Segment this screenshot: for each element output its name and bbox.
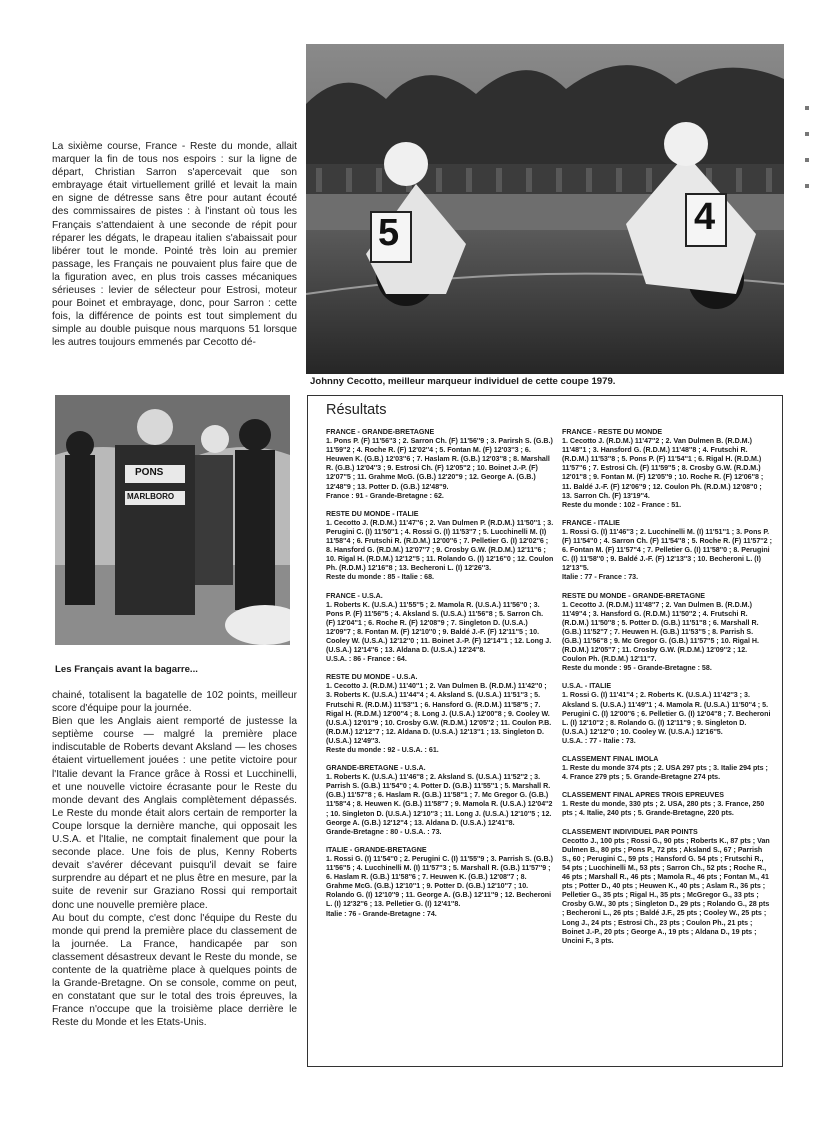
result-body: 1. Roberts K. (U.S.A.) 11'55''5 ; 2. Mamola R. (U.S.A.) 11'56''0 ; 3. Pons P. (F) 11'56''5 ; 4. Aksland S. (U.S.A.) 11'56''8 ; 5. Sarron Ch. (F) 12'04''1 ; 6. Roche R. (F) 12'08''9 ; 7. Singleton D. (U.S.A.) 12'09''7 ; 8. Fontan M. (F) 12'10''0 ; 9. Baldé J.-F. (F) 12'11''5 ; 10. Cooley W. (U.S.A.) 12'12''0 ; 11. Boinet J.-P. (F) 12'14''1 ; 12. Long J. (U.S.A.) 12'14''6 ; 13. Aldana D. (U.S.A.) 12'24''8. — [326, 600, 552, 655]
result-score: U.S.A. : 77 - Italie : 73. — [562, 736, 636, 745]
race-photo — [306, 44, 784, 374]
team-photo — [55, 395, 290, 645]
result-block — [326, 592, 554, 665]
edge-mark — [805, 184, 809, 188]
result-score: U.S.A. : 86 - France : 64. — [326, 655, 407, 664]
result-body: 1. Reste du monde, 330 pts ; 2. USA, 280 pts ; 3. France, 250 pts ; 4. Italie, 240 pts ; 5. Grande-Bretagne, 220 pts. — [562, 800, 765, 818]
result-block — [562, 828, 772, 946]
results-title: Résultats — [326, 402, 387, 418]
results-box — [307, 395, 783, 1067]
jacket-text: MARLBORO — [127, 492, 175, 501]
result-block — [562, 519, 772, 583]
result-body: 1. Rossi G. (I) 11'46''3 ; 2. Lucchinelli M. (I) 11'51''1 ; 3. Pons P. (F) 11'54''0 ; 4. Sarron Ch. (F) 11'54''8 ; 5. Roche R. (F) 11'57''2 ; 6. Fontan M. (F) 11'57''4 ; 7. Pelletier G. (I) 11'58''0 ; 8. Perugini C. (I) 11'58''0 ; 9. Baldé J.-F. (F) 12'13''3 ; 10. Becheroni L. (I) 12'13''5. — [562, 527, 772, 573]
result-body: 1. Rossi G. (I) 11'41''4 ; 2. Roberts K. (U.S.A.) 11'42''3 ; 3. Aksland S. (U.S.A.) 11'49''1 ; 4. Mamola R. (U.S.A.) 11'50''4 ; 5. Perugini C. (I) 12'00''6 ; 6. Pelletier G. (I) 12'04''8 ; 7. Becheroni L. (I) 12'10''2 ; 8. Rolando G. (I) 12'11''9 ; 9. Singleton D. (U.S.A.) 12'12''0 ; 10. Cooley W. (U.S.A.) 12'16''5. — [562, 691, 771, 736]
edge-mark — [805, 106, 809, 110]
result-block — [326, 846, 554, 919]
result-heading: FRANCE - GRANDE-BRETAGNE — [326, 428, 435, 436]
article-paragraph: Bien que les Anglais aient remporté de justesse la septième course — malgré la première place indiscutable de Roberts devant Aksland — les choses étaient virtuellement jouées : une petite victoire pour l'Italie devant la France grâce à Rossi et Lucchinelli, et une nouvelle victoire écrasante pour le Reste du monde devant des Anglais complètement dépassés. Le Reste du monde était alors certain de remporter la Coupe lorsque la dernière manche, qui opposait les U.S.A. et l'Italie, ne comptait finalement que pour la seconde place. Une fois de plus, Kenny Roberts devait s'avérer décevant puisqu'il devait se faire surprendre au départ et ne plus être en mesure, par la suite de revenir sur Graziano Rossi qui remportait donc une nouvelle première place. — [52, 716, 297, 911]
result-heading: FRANCE - ITALIE — [562, 518, 620, 527]
result-body: 1. Cecotto J. (R.D.M.) 11'48''7 ; 2. Van Dulmen B. (R.D.M.) 11'49''4 ; 3. Hansford G. (R.D.M.) 11'50''2 ; 4. Frutschi R. (R.D.M.) 11'50''8 ; 5. Potter D. (G.B.) 11'51''8 ; 6. Marshall R. (G.B.) 11'52''7 ; 7. Heuwen H. (G.B.) 11'53''5 ; 8. Parrish S. (G.B.) 11'56''8 ; 9. Mc Gregor G. (G.B.) 11'57''5 ; 10. Rigal H. (R.D.M.) 12'05''7 ; 11. Crosby G.W. (R.D.M.) 12'09''2 ; 12. Coulon Ph. (R.D.M.) 12'11''7. — [562, 600, 759, 664]
article-top-text — [52, 140, 297, 350]
result-block — [326, 428, 554, 501]
result-score: Grande-Bretagne : 80 - U.S.A. : 73. — [326, 827, 442, 836]
result-block — [562, 592, 772, 674]
result-heading: ITALIE - GRANDE-BRETAGNE — [326, 845, 427, 854]
result-score: France : 91 - Grande-Bretagne : 62. — [326, 491, 444, 500]
result-block — [562, 791, 772, 818]
result-body: Cecotto J., 100 pts ; Rossi G., 90 pts ; Roberts K., 87 pts ; Van Dulmen B., 80 pts ; Pons P., 72 pts ; Aksland S., 67 ; Parrish S., 60 ; Perugini C., 59 pts ; Hansford G. 54 pts ; Frutschi R., 54 pts ; Lucchinelli M., 53 pts ; Sarron Ch., 52 pts ; Roche R., 46 pts ; Marshall R., 46 pts ; Mamola R., 46 pts ; Fontan M., 41 pts ; Potter D., 40 pts ; Heuwen K., 40 pts ; Aslam R., 36 pts ; Pelletier G., 35 pts ; Rigal H., 35 pts ; McGregor G., 33 pts ; Crosby G.W., 30 pts ; Singleton D., 29 pts ; Rolando G., 28 pts ; Becheroni L., 26 pts ; Baldé J.F., 25 pts ; Cooley W., 25 pts ; Long J., 24 pts ; Estrosi Ch., 23 pts ; Coulon Ph., 21 pts ; Boinet J.-P., 20 pts ; George A., 19 pts ; Aldana D., 19 pts ; Uncini F., 3 pts. — [562, 836, 770, 945]
page-edge-marks — [805, 100, 811, 210]
result-block — [326, 510, 554, 583]
result-heading: RESTE DU MONDE - GRANDE-BRETAGNE — [562, 591, 705, 600]
result-block — [562, 428, 772, 510]
result-body: 1. Cecotto J. (R.D.M.) 11'40''1 ; 2. Van Dulmen B. (R.D.M.) 11'42''0 ; 3. Roberts K. (U.S.A.) 11'44''4 ; 4. Aksland S. (U.S.A.) 11'51''3 ; 5. Frutschi R. (R.D.M.) 11'53''1 ; 6. Hansford G. (R.D.M.) 11'58''5 ; 7. Rigal H. (R.D.M.) 12'00''4 ; 8. Long J. (U.S.A.) 12'00''8 ; 9. Cooley W. (U.S.A.) 12'01''9 ; 10. Crosby G.W. (R.D.M.) 12'05''2 ; 11. Coulon P.B. (R.D.M.) 12'12''7 ; 12. Aldana D. (U.S.A.) 12'13''1 ; 13. Singleton D. (U.S.A.) 12'49''3. — [326, 682, 552, 745]
top-photo-caption: Johnny Cecotto, meilleur marqueur individuel de cette coupe 1979. — [310, 376, 616, 387]
result-body: 1. Cecotto J. (R.D.M.) 11'47''2 ; 2. Van Dulmen B. (R.D.M.) 11'48''1 ; 3. Hansford G. (R.D.M.) 11'48''8 ; 4. Frutschi R. (R.D.M.) 11'53''8 ; 5. Pons P. (F) 11'54''1 ; 6. Rigal H. (R.D.M.) 11'57''6 ; 7. Estrosi Ch. (F) 11'59''5 ; 8. Crosby G.W. (R.D.M.) 12'01''8 ; 9. Fontan M. (F) 12'05''9 ; 10. Roche R. (F) 12'06''8 ; 11. Baldé J.-F. (F) 12'06''9 ; 12. Coulon Ph. (R.D.M.) 12'08''0 ; 13. Sarron Ch. (F) 13'19''4. — [562, 437, 764, 500]
edge-mark — [805, 132, 809, 136]
result-heading: CLASSEMENT FINAL APRES TROIS EPREUVES — [562, 791, 724, 800]
result-block — [326, 764, 554, 837]
result-body: 1. Reste du monde 374 pts ; 2. USA 297 pts ; 3. Italie 294 pts ; 4. France 279 pts ; 5. Grande-Bretagne 274 pts. — [562, 764, 768, 782]
article-paragraph: chainé, totalisent la bagatelle de 102 points, meilleur score d'équipe pour la journée. — [52, 690, 297, 715]
results-left-column — [326, 428, 554, 928]
results-right-column — [562, 428, 772, 955]
result-heading: CLASSEMENT FINAL IMOLA — [562, 755, 659, 763]
result-heading: CLASSEMENT INDIVIDUEL PAR POINTS — [562, 827, 698, 836]
result-body: 1. Cecotto J. (R.D.M.) 11'47''6 ; 2. Van Dulmen P. (R.D.M.) 11'50''1 ; 3. Perugini C. (I) 11'50''1 ; 4. Rossi G. (I) 11'53''7 ; 5. Lucchinelli M. (I) 11'58''4 ; 6. Frutschi R. (R.D.M.) 12'00''6 ; 7. Pelletier G. (I) 12'02''6 ; 8. Hansford G. (R.D.M.) 12'07''7 ; 9. Crosby G.W. (R.D.M.) 12'11''6 ; 10. Rigal H. (R.D.M.) 12'12''5 ; 11. Rolando G. (I) 12'16''0 ; 12. Coulon Ph. (R.D.M.) 12'16''8 ; 13. Becheroni L. (I) 12'26''3. — [326, 518, 554, 573]
result-score: Reste du monde : 102 - France : 51. — [562, 500, 682, 509]
result-body: 1. Pons P. (F) 11'56''3 ; 2. Sarron Ch. (F) 11'56''9 ; 3. Parirsh S. (G.B.) 11'59''2 ; 4. Roche R. (F) 12'02''4 ; 5. Fontan M. (F) 12'03''3 ; 6. Heuwen K. (G.B.) 12'03''6 ; 7. Haslam R. (G.B.) 12'03''8 ; 8. Marshall R. (G.B.) 12'04''3 ; 9. Estrosi Ch. (F) 12'05''2 ; 10. Boinet J.-P. (F) 12'07''5 ; 11. Grahme McG. (G.B.) 12'20''9 ; 12. George A. (G.B.) 12'48''9 ; 13. Potter D. (G.B.) 12'48''9. — [326, 437, 553, 491]
result-heading: RESTE DU MONDE - ITALIE — [326, 509, 419, 518]
bike-number: 4 — [694, 196, 716, 238]
result-heading: FRANCE - RESTE DU MONDE — [562, 428, 663, 436]
result-block — [562, 755, 772, 782]
result-heading: FRANCE - U.S.A. — [326, 591, 383, 600]
result-score: Reste du monde : 95 - Grande-Bretagne : 58. — [562, 664, 712, 673]
result-score: Reste du monde : 85 - Italie : 68. — [326, 573, 435, 582]
result-body: 1. Rossi G. (I) 11'54''0 ; 2. Perugini C. (I) 11'55''9 ; 3. Parrish S. (G.B.) 11'56''5 ; 4. Lucchinelli M. (I) 11'57''3 ; 5. Marshall R. (G.B.) 11'57''9 ; 6. Haslam R. (G.B.) 11'58''6 ; 7. Heuwen K. (G.B.) 12'08''7 ; 8. Grahme McG. (G.B.) 12'10''1 ; 9. Potter D. (G.B.) 12'10''7 ; 10. Rolando G. (I) 12'10''9 ; 11. George A. (G.B.) 12'11''9 ; 12. Becheroni L. (I) 12'32''6 ; 13. Pelletier G. (I) 12'41''8. — [326, 854, 553, 909]
result-block — [326, 673, 554, 755]
result-body: 1. Roberts K. (U.S.A.) 11'46''8 ; 2. Aksland S. (U.S.A.) 11'52''2 ; 3. Parrish S. (G.B.) 11'54''0 ; 4. Potter D. (G.B.) 11'55''1 ; 5. Marshall R. (G.B.) 11'57''8 ; 6. Haslam R. (G.B.) 11'58''1 ; 7. Mc Gregor G. (G.B.) 11'58''4 ; 8. Heuwen K. (G.B.) 11'58''7 ; 9. Mamola R. (U.S.A.) 12'04''2 ; 10. Singleton D. (U.S.A.) 12'10''3 ; 11. Long J. (U.S.A.) 12'10''5 ; 12. George A. (G.B.) 12'12''4 ; 13. Aldana D. (U.S.A.) 12'41''8. — [326, 773, 553, 827]
result-score: Italie : 76 - Grande-Bretagne : 74. — [326, 909, 437, 918]
result-score: Italie : 77 - France : 73. — [562, 573, 639, 582]
result-block — [562, 682, 772, 746]
left-photo-caption: Les Français avant la bagarre... — [55, 664, 198, 675]
result-heading: GRANDE-BRETAGNE - U.S.A. — [326, 764, 426, 773]
article-paragraph: La sixième course, France - Reste du monde, allait marquer la fin de tous nos espoirs : sur la ligne de départ, Christian Sarron s'apercevait que son embrayage était virtuellement grillé et levait la main en signe de détresse sans être pour autant écouté des commissaires de pistes : à l'instant où tous les Français s'attendaient à une seconde de répit pour réparer les dégats, le drapeau italien s'abaissait pour libérer tout le monde. Pointé très loin au premier passage, les Français ne pouvaient plus faire que de la figuration avec, en plus trois casses mécaniques sérieuses : levier de sélecteur pour Estrosi, moteur pour Boinet et embrayage, donc, pour Sarron : cette fois, la différence de points est tout simplement du simple au double puisque nous marquons 51 lorsque les autres toujours emmenés par Cecotto dé- — [52, 141, 297, 349]
edge-mark — [805, 158, 809, 162]
bike-number: 5 — [378, 212, 400, 254]
result-score: Reste du monde : 92 - U.S.A. : 61. — [326, 746, 439, 754]
article-bottom-text — [52, 689, 297, 1029]
article-paragraph: Au bout du compte, c'est donc l'équipe du Reste du monde qui prend la première place du classement de la journée. La France, handicapée par son classement désastreux devant le Reste du monde, se contente de la quatrième place à quelques points de la Grande-Bretagne. On se console, comme on peut, en constatant que sur le total des trois épreuves, la France n'occupe que la troisième place derrière le Reste du Monde et les Etats-Unis. — [52, 912, 297, 1029]
result-heading: U.S.A. - ITALIE — [562, 682, 612, 691]
team-photo-illustration — [55, 395, 290, 645]
result-heading: RESTE DU MONDE - U.S.A. — [326, 673, 418, 682]
jacket-text: PONS — [135, 467, 164, 478]
